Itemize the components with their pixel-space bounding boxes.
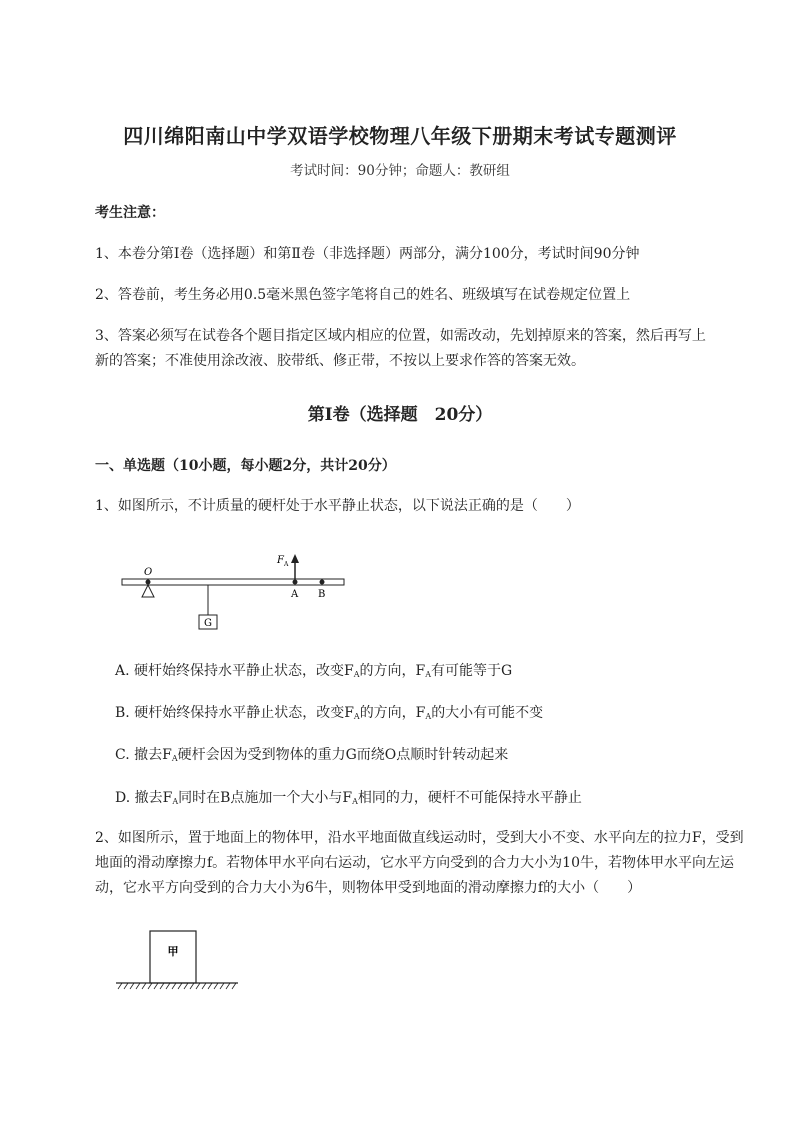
option-b: B. 硬杆始终保持水平静止状态，改变$F_A$的方向，$F_A$的大小有可能不变 [115,705,544,721]
ground-hatching [118,983,236,989]
notice-heading: 考生注意： [95,205,165,221]
option-a: A. 硬杆始终保持水平静止状态，改变$F_A$的方向，$F_A$有可能等于G [115,663,513,679]
force-arrow-head [291,554,299,563]
section-title: 第I卷（选择题 20分） [307,405,493,425]
lever-diagram [110,545,360,635]
point-b [320,580,325,585]
option-d: D. 撤去$F_A$同时在B点施加一个大小与$F_A$相同的力，硬杆不可能保持水平静止 [115,790,582,806]
question-1-stem: 1、如图所示，不计质量的硬杆处于水平静止状态，以下说法正确的是（ ） [95,498,580,514]
label-f: F [277,555,284,566]
block-diagram [112,925,252,995]
label-f-sub: A [284,561,289,568]
notice-item-1: 1、本卷分第I卷（选择题）和第Ⅱ卷（非选择题）两部分，满分100分，考试时间90分钟 [95,246,640,262]
fulcrum-triangle [142,585,154,597]
point-a [293,580,298,585]
lever-bar [122,579,344,585]
label-o: O [144,567,153,578]
label-a: A [291,589,299,600]
block-label: 甲 [167,945,179,958]
notice-item-2: 2、答卷前，考生务必用0.5毫米黑色签字笔将自己的姓名、班级填写在试卷规定位置上 [95,287,631,303]
option-c: C. 撤去$F_A$硬杆会因为受到物体的重力G而绕O点顺时针转动起来 [115,747,509,763]
subsection-heading: 一、单选题（10小题，每小题2分，共计20分） [95,458,396,474]
label-g: G [204,618,212,629]
label-b: B [318,589,326,600]
exam-info: 考试时间：90分钟；命题人：教研组 [290,163,510,179]
question-2-stem: 2、如图所示，置于地面上的物体甲，沿水平地面做直线运动时，受到大小不变、水平向左的拉力F，受到地面的滑动摩擦力f。若物体甲水平向右运动，它水平方向受到的合力大小为10牛，若物体甲水平向左运动，它水平方向受到的合力大小为6牛，则物体甲受到地面的滑动摩擦力f的大小（ ） [95,830,744,896]
notice-item-3: 3、答案必须写在试卷各个题目指定区域内相应的位置，如需改动，先划掉原来的答案，然后再写上新的答案；不准使用涂改液、胶带纸、修正带，不按以上要求作答的答案无效。 [95,328,706,369]
pivot-point [146,580,151,585]
page-title: 四川绵阳南山中学双语学校物理八年级下册期末考试专题测评 [123,124,677,148]
